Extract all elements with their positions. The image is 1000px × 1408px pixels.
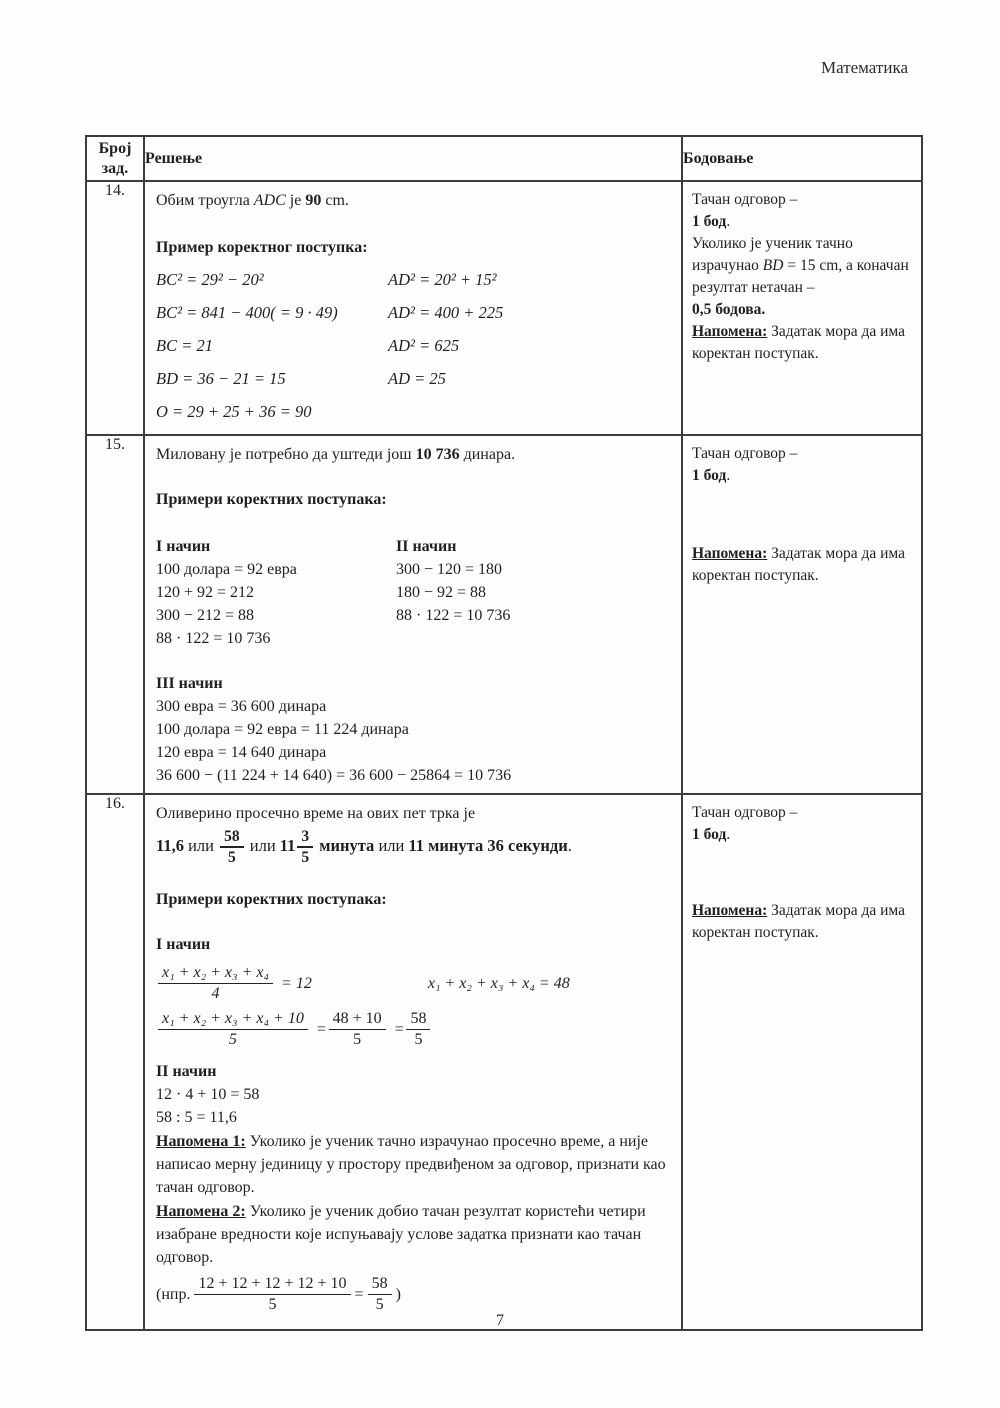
method-1-title: I начин (156, 936, 211, 954)
fraction-numerator: 3 (297, 828, 313, 848)
equation-rhs: = 12 (281, 974, 312, 992)
solution-14-answer-pre: Обим троугла (156, 192, 254, 209)
header-problem-number (86, 136, 144, 181)
scoring-14-answer-label: Тачан одговор – (692, 191, 798, 208)
answer-or: или (378, 835, 405, 855)
solution-15-answer (156, 443, 671, 466)
equals-sign: = (315, 1020, 327, 1038)
scoring-16-note-text: Задатак мора да има коректан поступак. (692, 902, 905, 941)
method-line: 36 600 − (11 224 + 14 640) = 36 600 − 25864 = 10 736 (156, 767, 512, 784)
scoring-14-note (692, 321, 913, 365)
method-line: 300 − 120 = 180 (396, 561, 503, 578)
fraction-denominator: 5 (228, 849, 236, 867)
header-solution: Решење (144, 136, 682, 181)
document-title: Математика (820, 58, 908, 77)
scoring-14-partial-var: BD (762, 257, 784, 274)
solution-15-methods-title: Примери коректних поступака: (156, 491, 387, 508)
equation-line (388, 395, 671, 428)
fraction-numerator: x₁ + x₂ + x₃ + x₄ + 10 (158, 1010, 308, 1030)
answer-fraction (220, 828, 244, 866)
equation-line: AD = 25 (388, 369, 446, 388)
mean-fraction (158, 1010, 308, 1048)
equation-line: AD² = 20² + 15² (388, 270, 497, 289)
solution-16-note-1 (156, 1130, 671, 1199)
fraction-denominator: 5 (414, 1030, 423, 1048)
fraction-numerator: x₁ + x₂ + x₃ + x₄ (158, 964, 273, 984)
solution-14-answer-unit: cm. (321, 192, 349, 209)
problem-number-16: 16. (86, 794, 144, 1330)
scoring-15-points-value: 1 бод (692, 467, 727, 484)
scoring-15-points (692, 465, 913, 487)
scoring-15-answer-label: Тачан одговор – (692, 445, 798, 462)
equation-line: BC = 21 (156, 336, 213, 355)
fraction-numerator: 12 + 12 + 12 + 12 + 10 (194, 1275, 350, 1295)
example-result-fraction (368, 1275, 392, 1313)
scoring-15-points-period: . (726, 467, 731, 484)
solution-15-answer-value: 10 736 (415, 446, 460, 463)
scoring-14-points (692, 211, 913, 233)
method-1-title: I начин (156, 538, 211, 555)
equation-line: BC² = 29² − 20² (156, 270, 264, 289)
solution-14-equations (156, 263, 671, 428)
problem-number-14: 14. (86, 181, 144, 435)
fraction-denominator: 5 (228, 1030, 237, 1048)
scoring-14-note-label: Напомена: (692, 323, 768, 340)
example-fraction (194, 1275, 350, 1313)
scoring-14-partial (692, 233, 913, 299)
scoring-16-answer-label: Тачан одговор – (692, 804, 798, 821)
fraction-denominator: 5 (375, 1296, 384, 1314)
method-line: 88 · 122 = 10 736 (396, 607, 511, 624)
scoring-16-note (692, 900, 913, 944)
solution-14-answer-value: 90 (305, 192, 322, 209)
table-row-14 (86, 181, 922, 435)
scoring-cell-15 (682, 435, 922, 794)
solution-cell-16 (144, 794, 682, 1330)
equals-sign: = (393, 1020, 405, 1038)
equation-line: BC² = 841 − 400( = 9 · 49) (156, 303, 338, 322)
method-line: 180 − 92 = 88 (396, 584, 487, 601)
method-line: 100 долара = 92 евра (156, 561, 297, 578)
scoring-14-partial-post: = 15 cm, а коначан резултат нетачан – (692, 257, 909, 296)
answer-mixed-whole: 11 (279, 835, 296, 855)
fraction-numerator: 58 (406, 1010, 430, 1030)
scoring-cell-16 (682, 794, 922, 1330)
solution-14-method-title: Пример коректног поступка: (156, 239, 368, 256)
mean-fraction (158, 964, 273, 1002)
table-row-16 (86, 794, 922, 1330)
scoring-16-points-period: . (726, 826, 731, 843)
method-line: 120 евра = 14 640 динара (156, 744, 327, 761)
fraction-numerator: 48 + 10 (329, 1010, 386, 1030)
solution-cell-15 (144, 435, 682, 794)
scoring-cell-14 (682, 181, 922, 435)
answer-mixed-fraction (297, 828, 313, 866)
note-1-label: Напомена 1: (156, 1133, 246, 1151)
answer-or: или (183, 835, 219, 855)
solution-14-answer (156, 189, 671, 212)
method-1-equation-1 (156, 964, 671, 1002)
header-problem-number-line2: зад. (101, 159, 129, 177)
method-3-block (156, 672, 671, 787)
answer-unit: минута (315, 835, 379, 855)
solution-15-answer-post: динара. (459, 446, 516, 463)
value-fraction (329, 1010, 386, 1048)
solution-16-note-2 (156, 1200, 671, 1269)
scoring-15-note-label: Напомена: (692, 545, 768, 562)
method-line: 58 : 5 = 11,6 (156, 1109, 237, 1127)
scoring-16-note-label: Напомена: (692, 902, 768, 919)
method-line: 300 − 212 = 88 (156, 607, 255, 624)
method-line: 88 · 122 = 10 736 (156, 630, 271, 647)
answer-or: или (245, 835, 280, 855)
method-line: 12 · 4 + 10 = 58 (156, 1086, 260, 1104)
fraction-numerator: 58 (220, 828, 244, 848)
method-2-title: II начин (156, 1063, 217, 1081)
fraction-denominator: 5 (353, 1030, 362, 1048)
page-number: 7 (496, 1312, 504, 1329)
answer-key-table (85, 135, 923, 1331)
solution-16-methods-title: Примери коректних поступака: (156, 891, 387, 909)
method-1-equation-2 (156, 1010, 671, 1048)
scoring-16-points (692, 824, 913, 846)
solution-15-methods-1-2 (156, 535, 671, 650)
solution-16-intro: Оливерино просечно време на ових пет трка је (156, 805, 476, 822)
value-fraction (406, 1010, 430, 1048)
fraction-denominator: 5 (301, 849, 310, 867)
scoring-16-points-value: 1 бод (692, 826, 727, 843)
scoring-14-partial-pre: Уколико је ученик тачно израчунао (692, 235, 853, 274)
scoring-15-note (692, 543, 913, 587)
equation-line: AD² = 400 + 225 (388, 303, 504, 322)
table-row-15 (86, 435, 922, 794)
scoring-14-note-text: Задатак мора да има коректан поступак. (692, 323, 905, 362)
fraction-denominator: 5 (268, 1296, 277, 1314)
header-scoring: Бодовање (682, 136, 922, 181)
equation-line: O = 29 + 25 + 36 = 90 (156, 402, 312, 421)
scoring-14-points-period: . (726, 213, 731, 230)
note-2-label: Напомена 2: (156, 1203, 246, 1221)
solution-14-answer-mid: је (285, 192, 306, 209)
equation-line: BD = 36 − 21 = 15 (156, 369, 286, 388)
solution-16-example (156, 1275, 671, 1313)
method-1-block (156, 535, 396, 650)
scoring-14-points-value: 1 бод (692, 213, 727, 230)
example-suffix: ) (395, 1286, 401, 1304)
solution-cell-14 (144, 181, 682, 435)
scoring-15-note-text: Задатак мора да има коректан поступак. (692, 545, 905, 584)
fraction-numerator: 58 (368, 1275, 392, 1295)
equals-sign: = (354, 1286, 364, 1304)
fraction-denominator: 4 (211, 984, 220, 1002)
equation-line: AD² = 625 (388, 336, 460, 355)
method-2-title: II начин (396, 538, 457, 555)
scoring-14-partial-points: 0,5 бодова. (692, 301, 766, 318)
answer-decimal: 11,6 (156, 835, 184, 855)
method-line: 300 евра = 36 600 динара (156, 698, 327, 715)
problem-number-15: 15. (86, 435, 144, 794)
header-problem-number-line1: Број (98, 140, 132, 158)
solution-14-triangle-name: ADC (253, 192, 286, 209)
sum-equation: x₁ + x₂ + x₃ + x₄ = 48 (427, 974, 570, 992)
table-header-row (86, 136, 922, 181)
example-prefix: (нпр. (156, 1286, 191, 1304)
method-2-block (396, 535, 671, 650)
note-1-text: Уколико је ученик тачно израчунао просечно време, а није написао мерну јединицу у простору предвиђеном за одговор, признати као тачан одговор. (156, 1133, 666, 1197)
note-2-text: Уколико је ученик добио тачан резултат користећи четири изабране вредности које испуњавају услове задатка признати као тачан одговор. (156, 1203, 646, 1267)
answer-time: 11 минута 36 секунди (404, 835, 568, 855)
solution-15-answer-pre: Миловану је потребно да уштеди још (156, 446, 416, 463)
method-3-title: III начин (156, 675, 223, 692)
solution-16-answer (156, 828, 671, 866)
method-line: 100 долара = 92 евра = 11 224 динара (156, 721, 409, 738)
method-line: 120 + 92 = 212 (156, 584, 255, 601)
answer-period: . (567, 835, 572, 855)
